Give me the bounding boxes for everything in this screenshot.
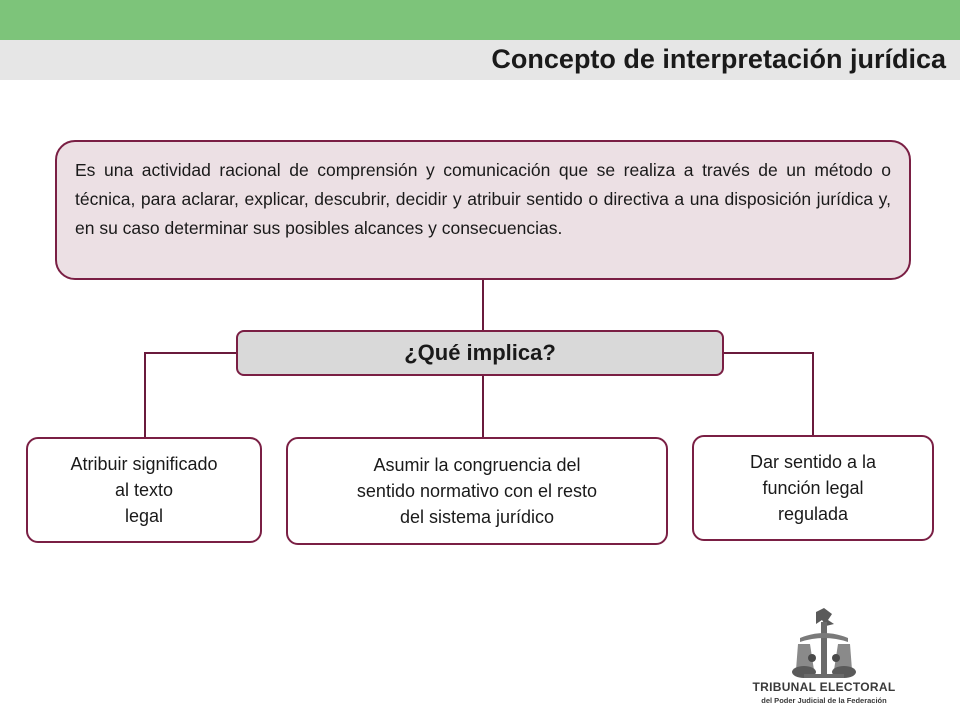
connector-left-horizontal [144, 352, 238, 354]
connector-left-vertical [144, 352, 146, 438]
item-3-line-2: función legal [762, 478, 864, 498]
item-1-line-3: legal [124, 506, 163, 526]
item-3-line-3: regulada [777, 504, 849, 524]
connector-definition-question [482, 280, 484, 332]
implication-item-3 [692, 435, 934, 541]
definition-box: Es una actividad racional de comprensión y comunicación que se realiza a través de un método o técnica, para aclarar, explicar, descubrir, decidir y atribuir sentido o directiva a una disposición jurídica y, en su caso determinar sus posibles alcances y consecuencias. [55, 140, 911, 280]
item-1-line-2: al texto [114, 480, 174, 500]
connector-right-horizontal [722, 352, 814, 354]
item-3-line-1: Dar sentido a la [749, 452, 877, 472]
item-1-line-1: Atribuir significado [70, 454, 218, 474]
item-2-line-2: sentido normativo con el resto [356, 481, 598, 501]
implication-item-1 [26, 437, 262, 543]
connector-center-vertical [482, 372, 484, 438]
logo-subtitle: del Poder Judicial de la Federación [761, 696, 887, 705]
question-box: ¿Qué implica? [236, 330, 724, 376]
item-2-line-3: del sistema jurídico [399, 507, 555, 527]
top-green-bar [0, 0, 960, 40]
logo-name: TRIBUNAL ELECTORAL [752, 680, 896, 694]
implication-item-2 [286, 437, 668, 545]
connector-right-vertical [812, 352, 814, 436]
page-title: Concepto de interpretación jurídica [491, 44, 946, 74]
item-2-line-1: Asumir la congruencia del [373, 455, 581, 475]
